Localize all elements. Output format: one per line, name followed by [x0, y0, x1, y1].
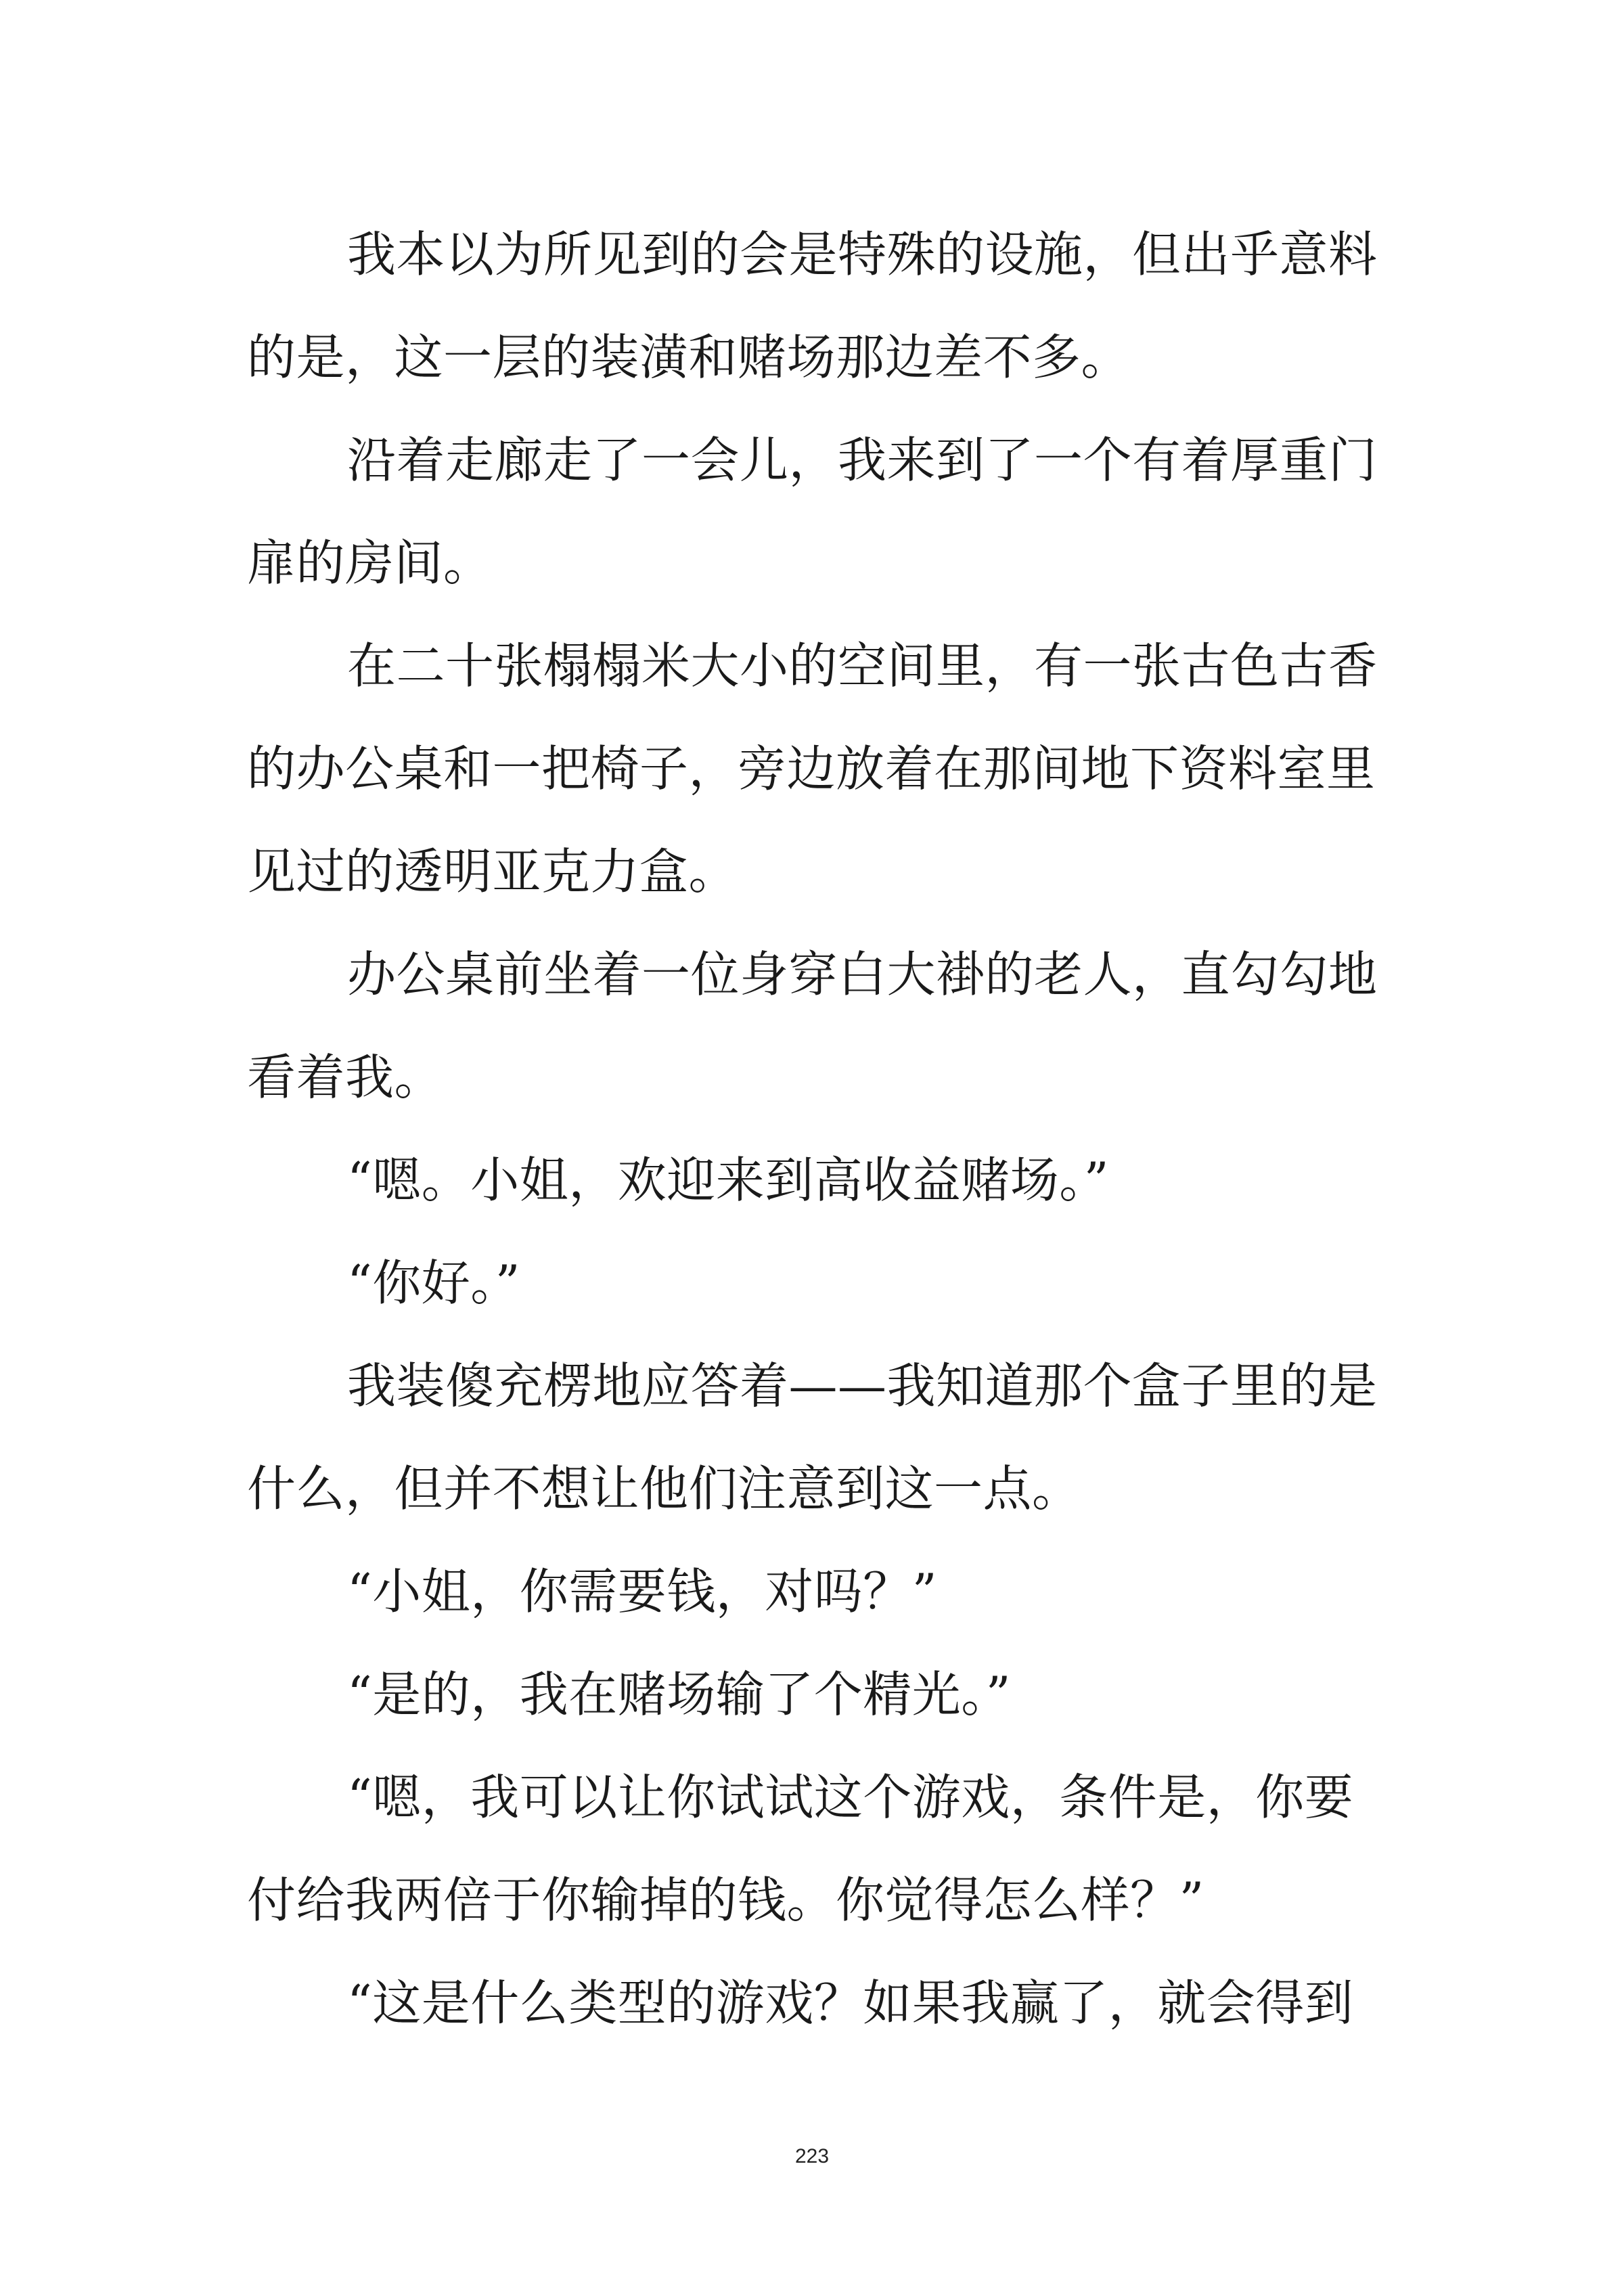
- text-line: 的是，这一层的装潢和赌场那边差不多。: [247, 329, 1131, 386]
- text-line: “嗯，我可以让你试试这个游戏，条件是，你要: [347, 1769, 1354, 1826]
- text-line: 我装傻充楞地应答着——我知道那个盒子里的是: [347, 1357, 1378, 1414]
- text-line: 沿着走廊走了一会儿，我来到了一个有着厚重门: [347, 432, 1378, 489]
- text-line: 见过的透明亚克力盒。: [247, 843, 738, 900]
- text-line: 什么，但并不想让他们注意到这一点。: [247, 1460, 1081, 1517]
- text-line: “嗯。小姐，欢迎来到高收益赌场。”: [347, 1152, 1110, 1209]
- page-number: 223: [794, 2145, 830, 2167]
- text-line: “这是什么类型的游戏？如果我赢了，就会得到: [347, 1975, 1354, 2031]
- text-line: 在二十张榻榻米大小的空间里，有一张古色古香: [347, 637, 1378, 694]
- text-line: 付给我两倍于你输掉的钱。你觉得怎么样？”: [247, 1872, 1204, 1929]
- text-line: “你好。”: [347, 1255, 521, 1311]
- text-line: “小姐，你需要钱，对吗？”: [347, 1563, 938, 1620]
- text-line: 扉的房间。: [247, 535, 493, 591]
- text-line: “是的，我在赌场输了个精光。”: [347, 1666, 1012, 1723]
- text-line: 我本以为所见到的会是特殊的设施，但出乎意料: [347, 226, 1378, 283]
- body-text: [247, 215, 1397, 2066]
- text-line: 看着我。: [247, 1049, 444, 1106]
- text-line: 办公桌前坐着一位身穿白大褂的老人，直勾勾地: [347, 946, 1378, 1003]
- text-line: 的办公桌和一把椅子，旁边放着在那间地下资料室里: [247, 740, 1376, 797]
